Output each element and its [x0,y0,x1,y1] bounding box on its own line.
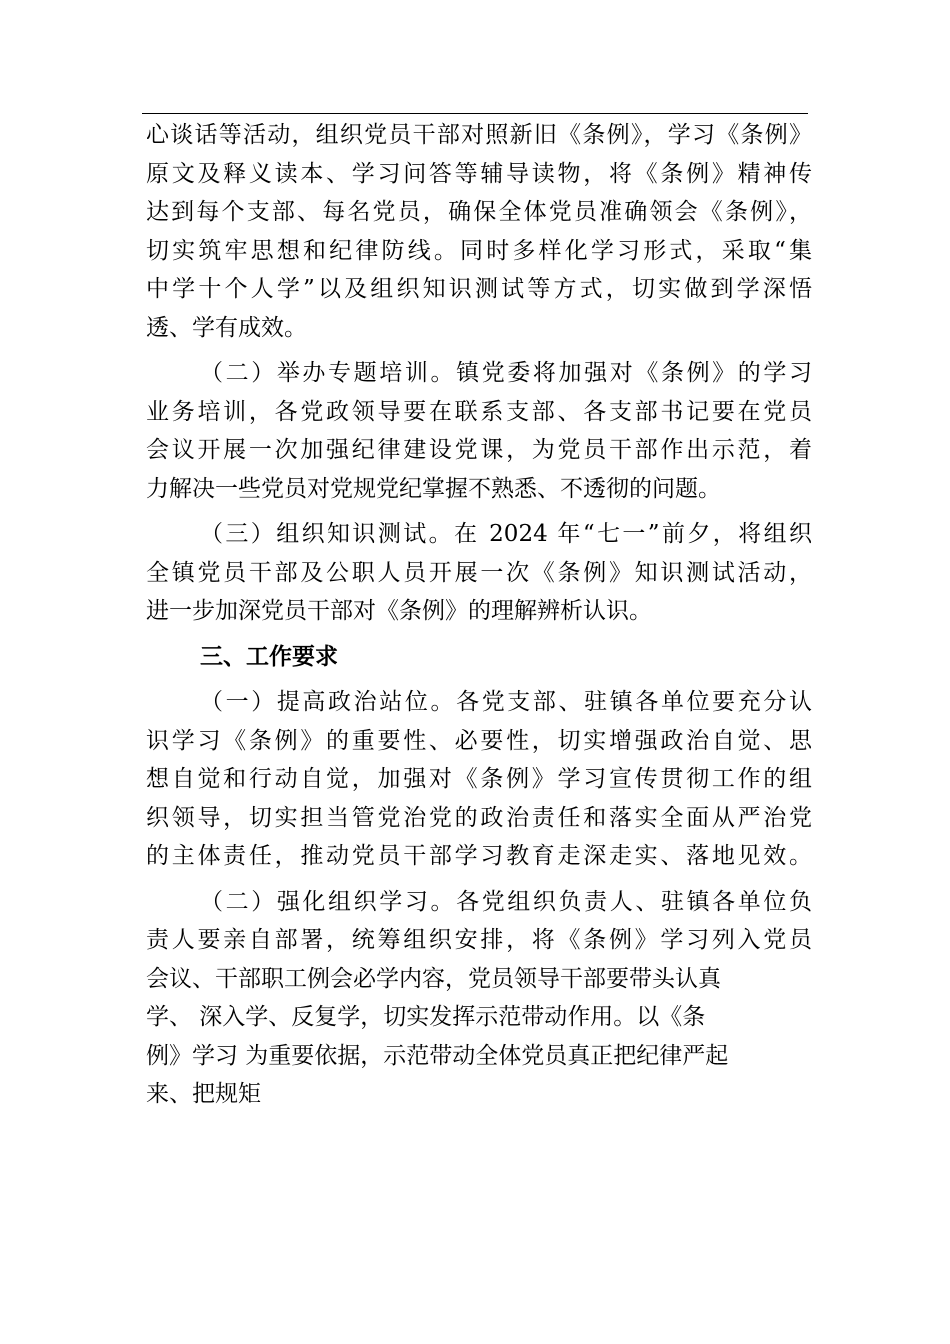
text-line: 责人要亲自部署，统筹组织安排，将《条例》学习列入党员 [146,927,812,953]
text-line: 来、把规矩 [146,1081,261,1107]
paragraph-knowledge-test [146,515,812,631]
text-line: 例》学习 为重要依据，示范带动全体党员真正把纪律严起 [146,1042,729,1069]
text-line: （一）提高政治站位。各党支部、驻镇各单位要充分认 [200,689,812,715]
header-rule [142,113,808,114]
paragraph-political-stance [146,683,812,876]
text-line: （二）举办专题培训。镇党委将加强对《条例》的学习 [200,360,812,386]
text-line: 达到每个支部、每名党员，确保全体党员准确领会《条例》， [146,199,812,225]
text-line: 学、 深入学、反复学，切实发挥示范带动作用。以《条 [146,1004,706,1030]
text-line: 织领导，切实担当管党治党的政治责任和落实全面从严治党 [146,804,812,831]
text-line: （三）组织知识测试。在 2024 年“七一”前夕，将组织 [200,521,812,547]
text-line: 会议开展一次加强纪律建设党课，为党员干部作出示范，着 [146,437,812,463]
text-line: 中学十个人学”以及组织知识测试等方式，切实做到学深悟 [146,276,812,302]
paragraph-organized-study [146,883,812,1114]
text-line: 想自觉和行动自觉，加强对《条例》学习宣传贯彻工作的组 [146,766,812,792]
text-line: 切实筑牢思想和纪律防线。同时多样化学习形式，采取“集 [146,237,812,264]
text-line: 透、学有成效。 [146,314,307,341]
text-line: 的主体责任，推动党员干部学习教育走深走实、落地见效。 [146,843,812,869]
text-line: 全镇党员干部及公职人员开展一次《条例》知识测试活动， [146,559,812,586]
text-line: 业务培训，各党政领导要在联系支部、各支部书记要在党员 [146,398,812,425]
text-line: 会议、干部职工例会必学内容，党员领导干部要带头认真 [146,965,721,992]
text-line: 识学习《条例》的重要性、必要性，切实增强政治自觉、思 [146,727,812,754]
text-line: 原文及释义读本、学习问答等辅导读物，将《条例》精神传 [146,160,812,187]
section-heading: 三、工作要求 [200,643,338,670]
text-line: 力解决一些党员对党规党纪掌握不熟悉、不透彻的问题。 [146,475,721,502]
text-line: 进一步加深党员干部对《条例》的理解辨析认识。 [146,598,652,624]
text-line: （二）强化组织学习。各党组织负责人、驻镇各单位负 [200,888,812,915]
text-line: 心谈话等活动，组织党员干部对照新旧《条例》，学习《条例》 [146,122,812,148]
paragraph-special-training [146,354,812,508]
document-body [146,116,812,1114]
paragraph-continuation [146,116,812,347]
